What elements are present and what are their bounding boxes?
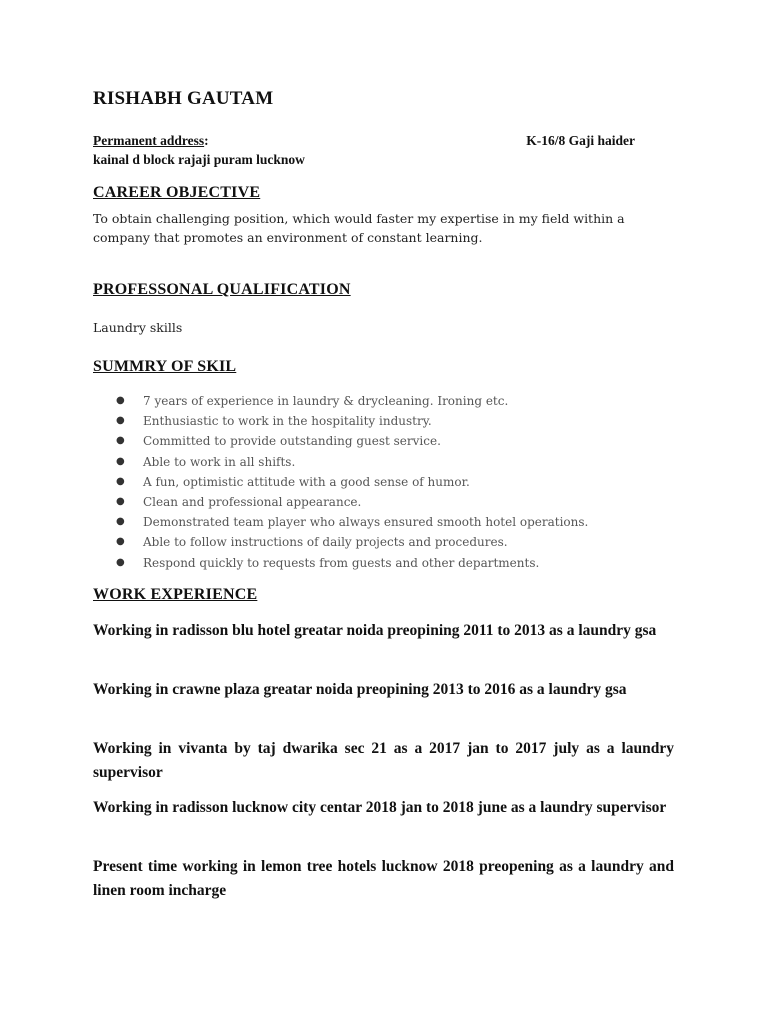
skill-text: Clean and professional appearance. [143,494,362,509]
skill-item [116,391,588,411]
skill-text: Able to follow instructions of daily projects and procedures. [143,535,508,550]
skill-text: A fun, optimistic attitude with a good sense of humor. [143,474,470,489]
skill-item [116,452,588,472]
skill-text: Able to work in all shifts. [143,454,296,469]
skill-text: 7 years of experience in laundry & drycleaning. Ironing etc. [143,394,509,408]
skills-list [116,391,588,573]
work-experience-item: Working in radisson lucknow city centar 2018 jan to 2018 june as a laundry supervisor [93,799,667,816]
professional-qualification-heading: PROFESSONAL QUALIFICATION [93,281,351,298]
address-label: Permanent address [93,133,205,148]
bullet-icon: ● [116,455,125,467]
skills-summary-heading: SUMMRY OF SKIL [93,358,237,375]
work-experience-item: Working in crawne plaza greatar noida preopining 2013 to 2016 as a laundry gsa [93,681,627,698]
skill-item [116,512,588,532]
work-experience-item: Present time working in lemon tree hotels lucknow 2018 preopening as a laundry and linen room incharge [93,858,674,899]
skill-item [116,553,588,573]
skill-text: Committed to provide outstanding guest service. [143,434,441,449]
skill-item [116,431,588,451]
career-objective-heading: CAREER OBJECTIVE [93,184,261,201]
bullet-icon: ● [116,435,125,447]
address-label-group [93,133,209,148]
career-objective-text: To obtain challenging position, which would faster my expertise in my field within a company that promotes an environment of constant learning. [93,211,625,245]
skill-text: Demonstrated team player who always ensured smooth hotel operations. [143,515,589,530]
professional-qualification-text: Laundry skills [93,320,183,335]
work-experience-heading: WORK EXPERIENCE [93,586,258,603]
skill-item [116,472,588,492]
work-experience-item: Working in vivanta by taj dwarika sec 21 as a 2017 jan to 2017 july as a laundry supervisor [93,740,674,781]
bullet-icon: ● [116,475,125,487]
skill-item [116,532,588,552]
bullet-icon: ● [116,415,125,427]
bullet-icon: ● [116,395,125,406]
skill-item [116,411,588,431]
bullet-icon: ● [116,516,125,528]
address-block [93,131,635,169]
address-colon: : [204,133,209,148]
skill-text: Respond quickly to requests from guests and other departments. [143,555,540,570]
work-experience-item: Working in radisson blu hotel greatar noida preopining 2011 to 2013 as a laundry gsa [93,622,657,639]
bullet-icon: ● [116,556,125,568]
candidate-name: RISHABH GAUTAM [93,88,274,109]
bullet-icon: ● [116,536,125,548]
skill-text: Enthusiastic to work in the hospitality industry. [143,414,432,429]
skill-item [116,492,588,512]
bullet-icon: ● [116,495,125,507]
address-line-1: K-16/8 Gaji haider [526,133,635,148]
address-line-2: kainal d block rajaji puram lucknow [93,152,305,167]
